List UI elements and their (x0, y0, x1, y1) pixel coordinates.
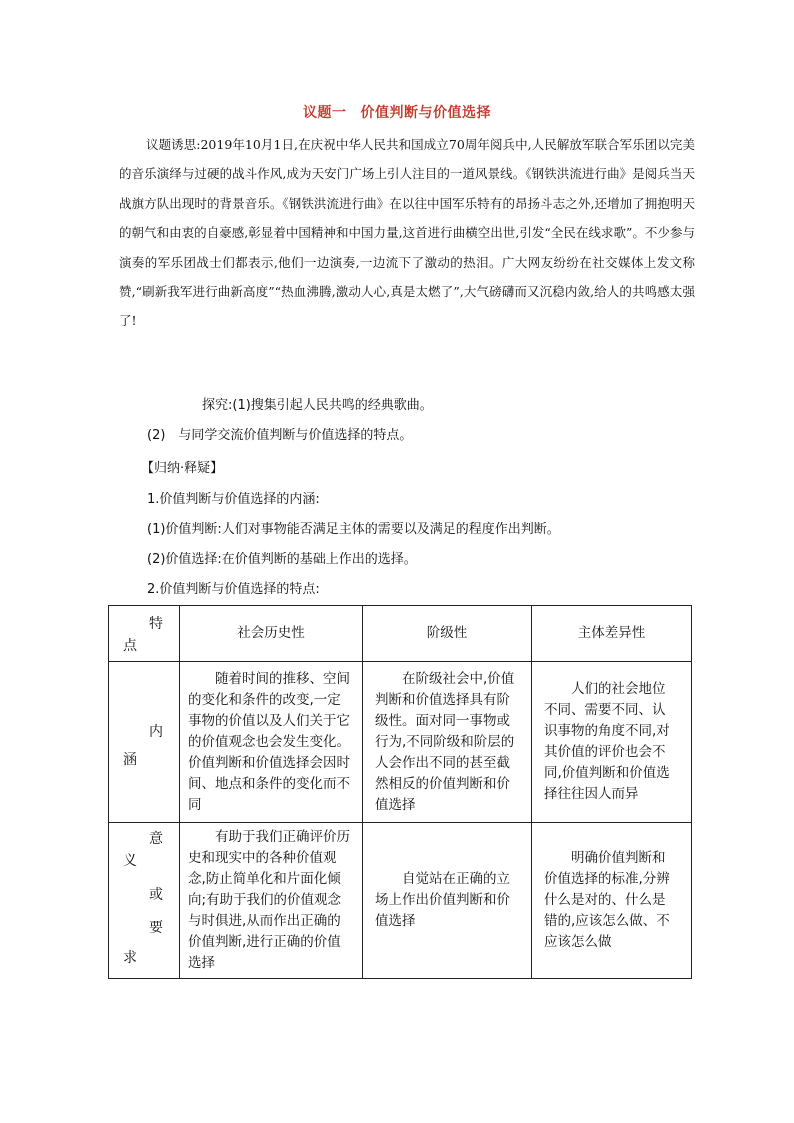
explore-question-2: (2) 与同学交流价值判断与价值选择的特点。 (147, 428, 413, 443)
row-label-char: 意 (149, 831, 163, 847)
table-cell (180, 823, 363, 979)
cell-text: 有助于我们正确评价历史和现实中的各种价值观念,防止简单化和片面化倾向;有助于我们的价值观念与时俱进,从而作出正确的价值判断,进行正确的价值选择 (188, 829, 350, 971)
row-label-char: 求 (123, 950, 137, 966)
table-header-row (109, 606, 692, 662)
cell-text: 明确价值判断和价值选择的标准,分辨什么是对的、什么是错的,应该怎么做、不应该怎么做 (544, 850, 670, 950)
table-cell (532, 823, 692, 979)
table-cell (363, 823, 532, 979)
summary-point-1: 1.价值判断与价值选择的内涵: (147, 492, 320, 507)
table-cell (363, 662, 532, 823)
topic-number: 议题一 (303, 105, 347, 121)
corner-char-2: 点 (123, 638, 137, 654)
topic-name: 价值判断与价值选择 (360, 105, 491, 121)
summary-point-3: (2)价值选择:在价值判断的基础上作出的选择。 (147, 552, 417, 567)
row-label-char: 要 (149, 920, 163, 936)
row-label-cell (109, 662, 180, 823)
table-cell (532, 662, 692, 823)
row-label-char: 内 (149, 724, 163, 740)
explore-question-1: 探究:(1)搜集引起人民共鸣的经典歌曲。 (202, 398, 433, 413)
table-cell (180, 662, 363, 823)
characteristics-table (108, 605, 692, 979)
cell-text: 自觉站在正确的立场上作出价值判断和价值选择 (375, 871, 510, 929)
cell-text: 在阶级社会中,价值判断和价值选择具有阶级性。面对同一事物或行为,不同阶级和阶层的人会作出不同的甚至截然相反的价值判断和价值选择 (375, 670, 515, 813)
summary-point-2: (1)价值判断:人们对事物能否满足主体的需要以及满足的程度作出判断。 (147, 522, 560, 537)
row-label-char: 涵 (123, 752, 137, 768)
summary-heading: 【归纳·释疑】 (141, 461, 224, 476)
column-header: 社会历史性 (180, 606, 363, 662)
column-header: 主体差异性 (532, 606, 692, 662)
intro-paragraph: 议题诱思:2019年10月1日,在庆祝中华人民共和国成立70周年阅兵中,人民解放军联合军乐团以完美的音乐演绎与过硬的战斗作风,成为天安门广场上引人注目的一道风景线。《钢铁洪流进行曲》是阅兵当天战旗方队出现时的背景音乐。《钢铁洪流进行曲》在以往中国军乐特有的昂扬斗志之外,还增加了拥抱明天的朝气和由衷的自豪感,彰显着中国精神和中国力量,这首进行曲横空出世,引发“全民在线求歌”。不少参与演奏的军乐团战士们都表示,他们一边演奏,一边流下了激动的热泪。广大网友纷纷在社交媒体上发文称赞,“刷新我军进行曲新高度”“热血沸腾,激动人心,真是太燃了”,大气磅礴而又沉稳内敛,给人的共鸣感太强了! (119, 137, 695, 329)
cell-text: 随着时间的推移、空间的变化和条件的改变,一定事物的价值以及人们关于它的价值观念也会发生变化。价值判断和价值选择会因时间、地点和条件的变化而不同 (188, 670, 350, 813)
row-label-cell (109, 823, 180, 979)
table-row-connotation (109, 662, 692, 823)
table-row-significance (109, 823, 692, 979)
column-header: 阶级性 (363, 606, 532, 662)
corner-char-1: 特 (149, 616, 163, 632)
row-label-char: 或 (149, 887, 163, 903)
summary-point-4: 2.价值判断与价值选择的特点: (147, 582, 320, 597)
page-title (0, 102, 794, 122)
corner-header-cell (109, 606, 180, 662)
cell-text: 人们的社会地位不同、需要不同、认识事物的角度不同,对其价值的评价也会不同,价值判断和价值选择往往因人而异 (544, 681, 670, 802)
row-label-char: 义 (123, 853, 137, 869)
